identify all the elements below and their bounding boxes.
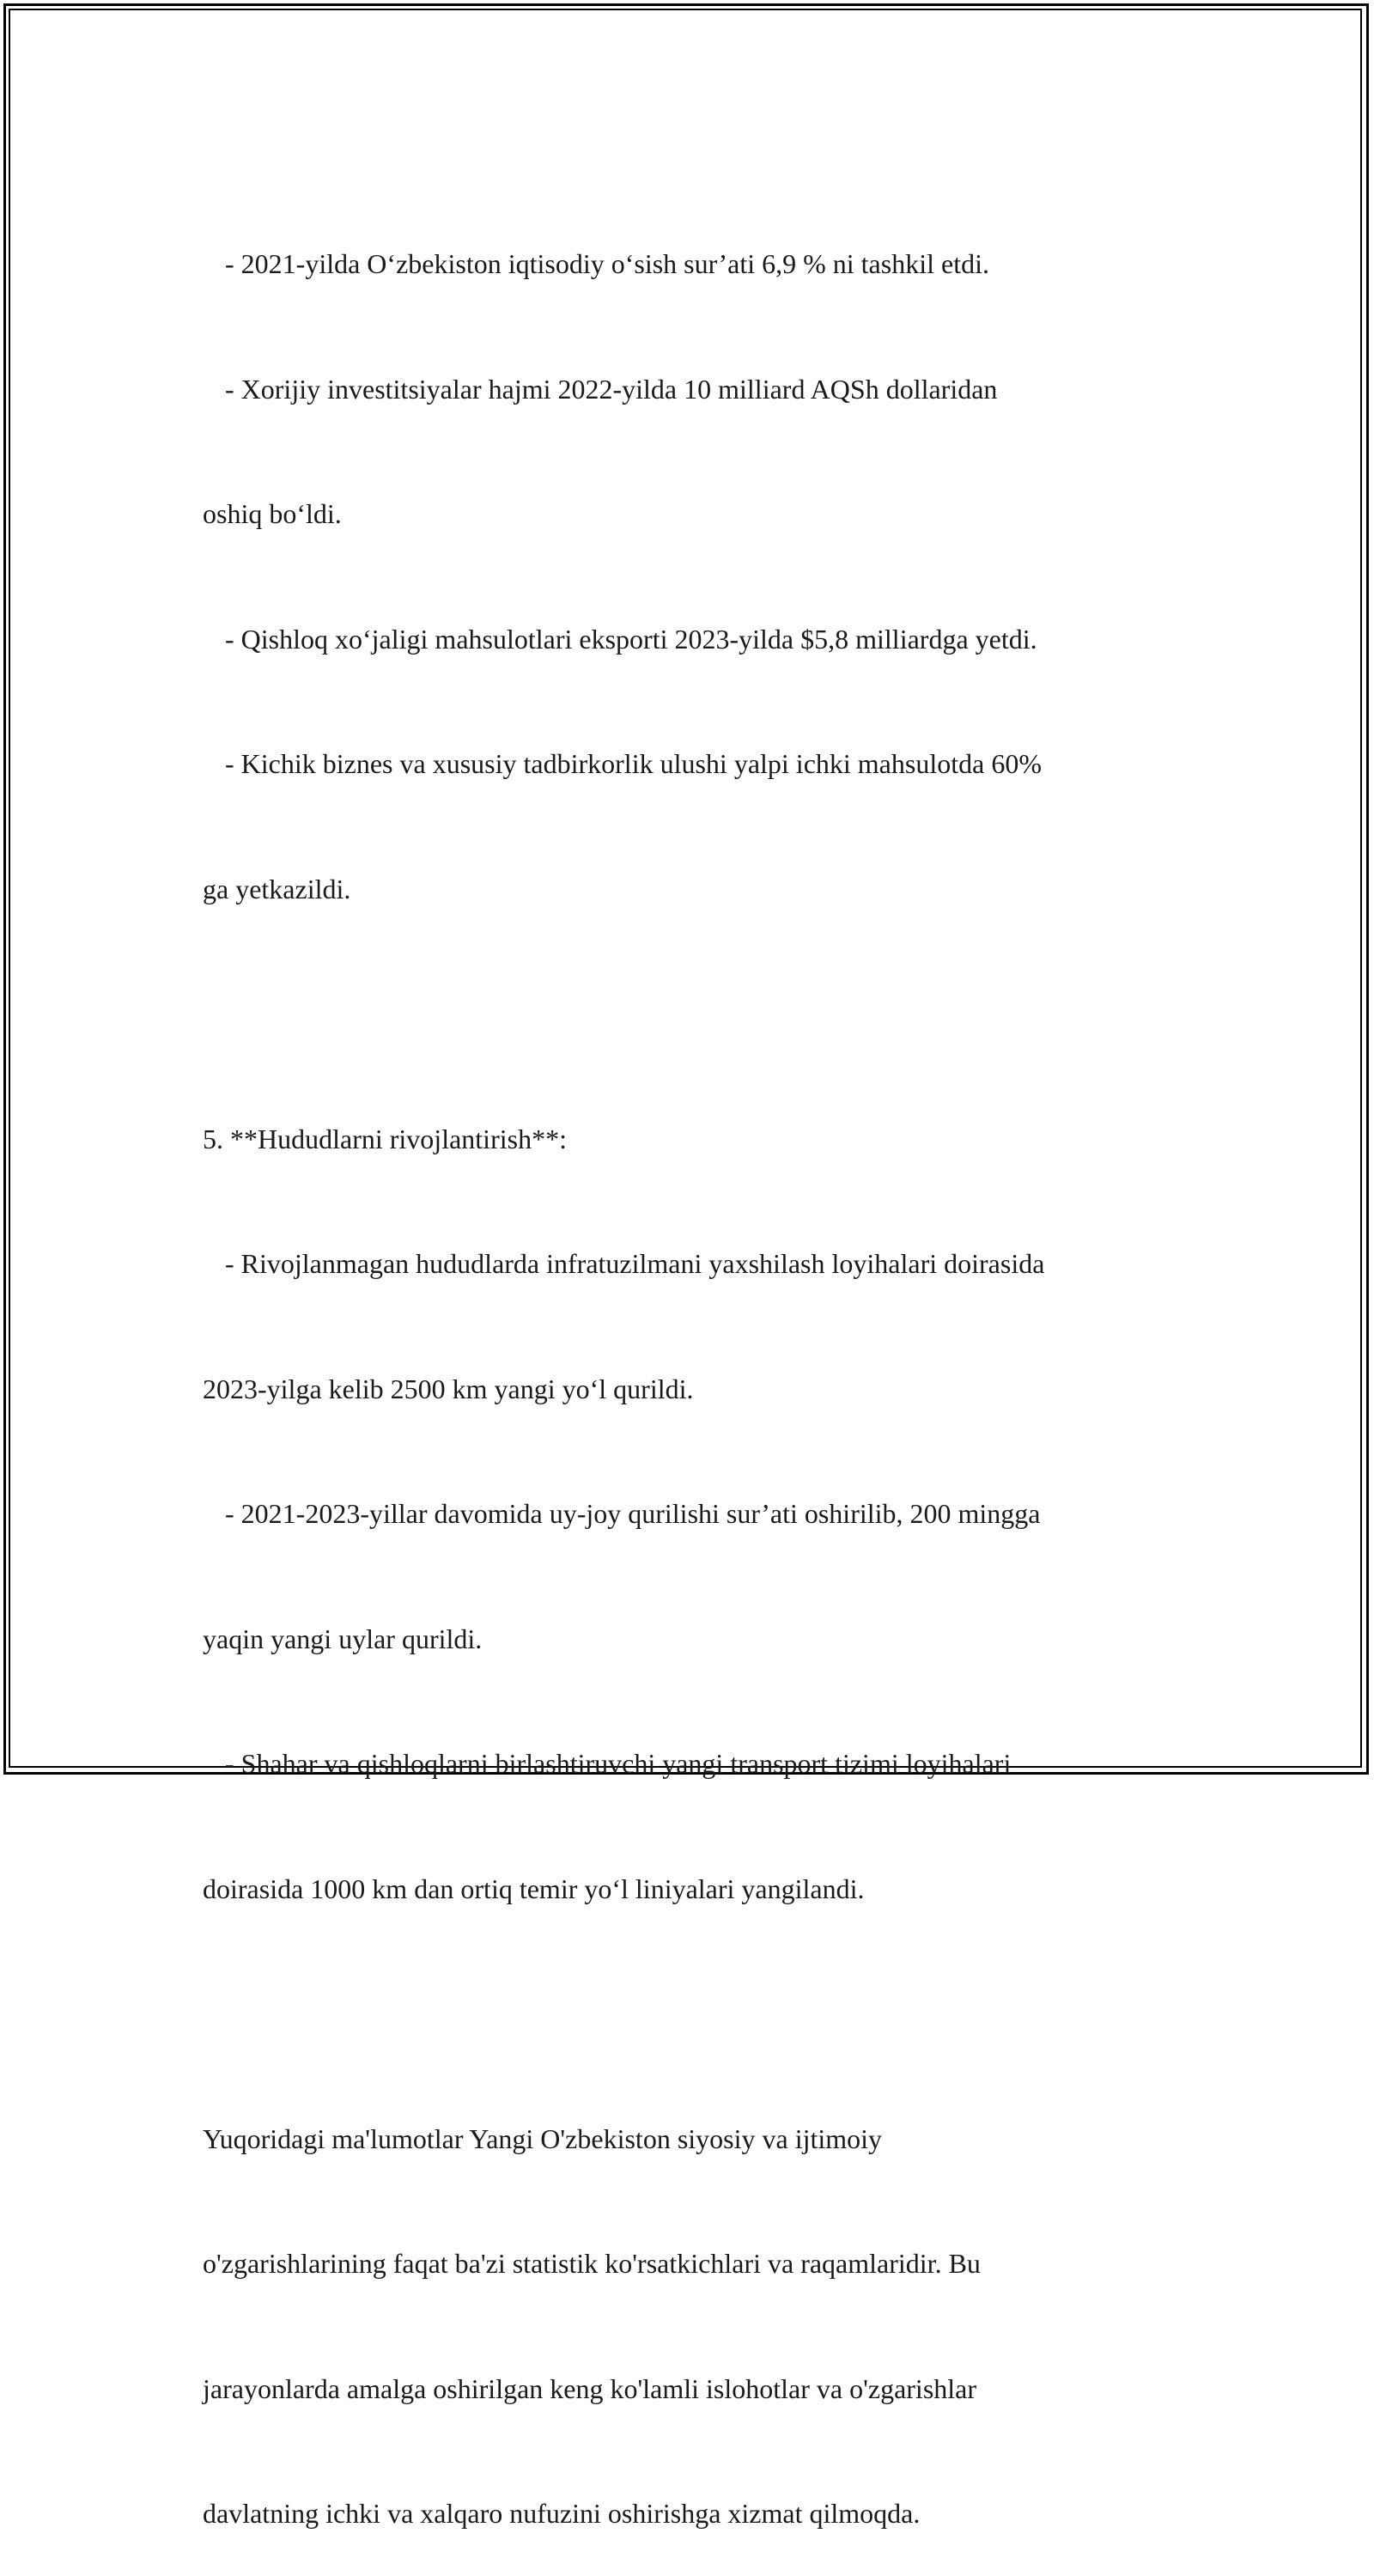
regions-bullet-railways-cont: doirasida 1000 km dan ortiq temir yo‘l liniyalari yangilandi. (203, 1873, 865, 1904)
economy-bullet-small-business: - Kichik biznes va xususiy tadbirkorlik ulushi yalpi ichki mahsulotda 60% (225, 748, 1042, 779)
regions-bullet-housing: - 2021-2023-yillar davomida uy-joy qurilishi sur’ati oshirilib, 200 mingga (225, 1498, 1041, 1529)
paragraph-gap (203, 993, 1173, 1035)
regions-bullet-roads-cont: 2023-yilga kelib 2500 km yangi yo‘l qurildi. (203, 1373, 694, 1404)
conclusion-line-2: o'zgarishlarining faqat ba'zi statistik ko'rsatkichlari va raqamlaridir. Bu (203, 2248, 981, 2279)
regions-bullet-housing-cont: yaqin yangi uylar qurildi. (203, 1623, 483, 1654)
regions-bullet-railways: - Shahar va qishloqlarni birlashtiruvchi yangi transport tizimi loyihalari (225, 1748, 1012, 1779)
paragraph-gap (203, 1993, 1173, 2035)
document-body (203, 160, 1173, 2576)
regions-bullet-roads: - Rivojlanmagan hududlarda infratuzilmani yaxshilash loyihalari doirasida (225, 1248, 1045, 1279)
section-heading-regions: 5. **Hududlarni rivojlantirish**: (203, 1123, 567, 1154)
economy-bullet-agri-export: - Qishloq xo‘jaligi mahsulotlari eksporti 2023-yilda $5,8 milliardga yetdi. (225, 623, 1037, 655)
economy-bullet-growth: - 2021-yilda O‘zbekiston iqtisodiy o‘sish sur’ati 6,9 % ni tashkil etdi. (225, 248, 989, 279)
conclusion-line-4: davlatning ichki va xalqaro nufuzini oshirishga xizmat qilmoqda. (203, 2498, 921, 2529)
economy-bullet-small-business-cont: ga yetkazildi. (203, 873, 351, 904)
economy-bullet-investment-cont: oshiq bo‘ldi. (203, 498, 342, 529)
economy-bullet-investment: - Xorijiy investitsiyalar hajmi 2022-yilda 10 milliard AQSh dollaridan (225, 373, 998, 405)
conclusion-line-3: jarayonlarda amalga oshirilgan keng ko'lamli islohotlar va o'zgarishlar (203, 2372, 977, 2404)
conclusion-line-1: Yuqoridagi ma'lumotlar Yangi O'zbekiston siyosiy va ijtimoiy (203, 2122, 883, 2154)
